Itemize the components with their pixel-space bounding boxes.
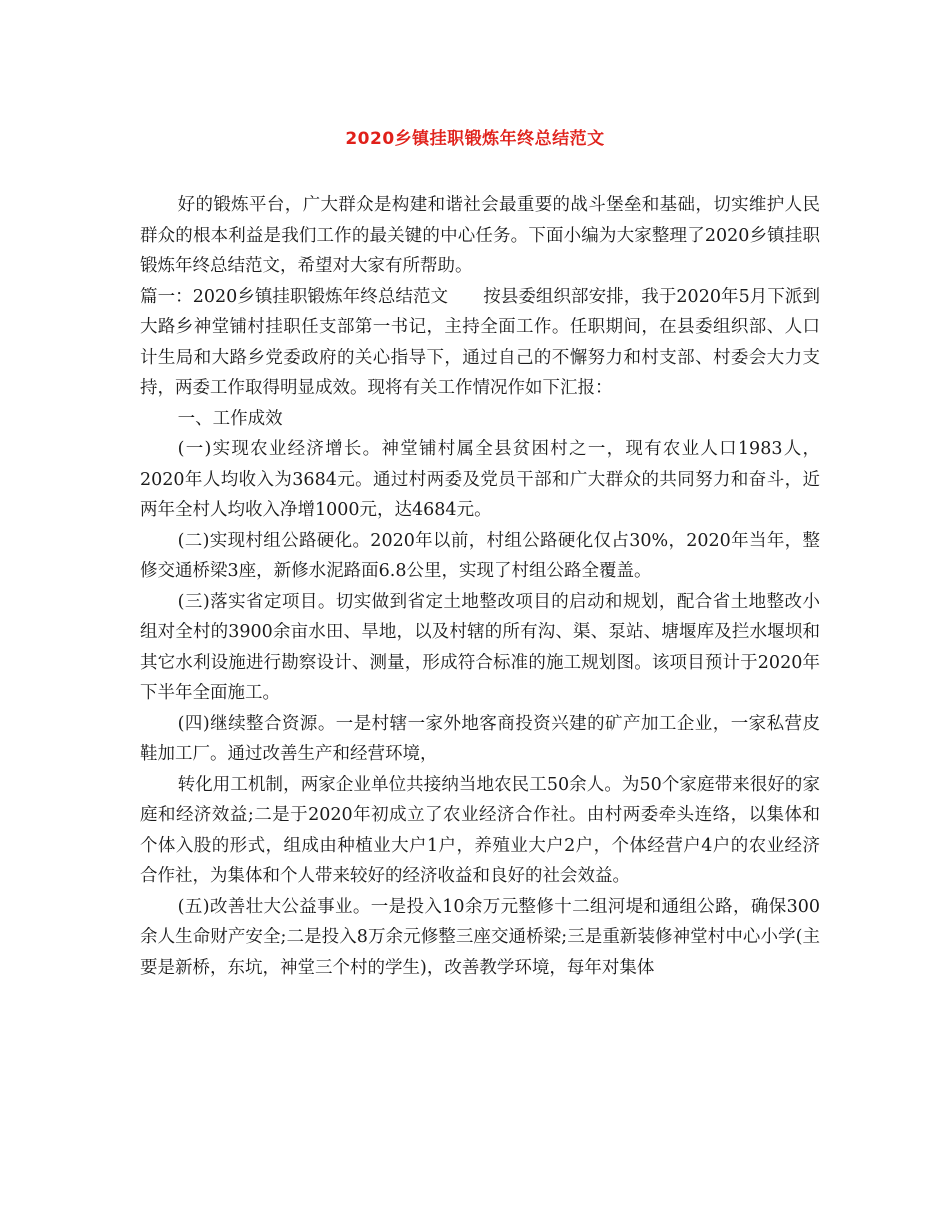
paragraph-item-4: (四)继续整合资源。一是村辖一家外地客商投资兴建的矿产加工企业，一家私营皮鞋加工厂。通过改善生产和经营环境，: [140, 713, 820, 764]
paragraph-item-5: (五)改善壮大公益事业。一是投入10余万元整修十二组河堤和通组公路，确保300余人生命财产安全;二是投入8万余元修整三座交通桥梁;三是重新装修神堂村中心小学(主要是新桥，东坑，神堂三个村的学生)，改善教学环境，每年对集体: [140, 896, 820, 978]
paragraph-item-4-continued: 转化用工机制，两家企业单位共接纳当地农民工50余人。为50个家庭带来很好的家庭和经济效益;二是于2020年初成立了农业经济合作社。由村两委牵头连络，以集体和个体入股的形式，组成由种植业大户1户，养殖业大户2户，个体经营户4户的农业经济合作社，为集体和个人带来较好的经济收益和良好的社会效益。: [140, 774, 820, 886]
paragraph-item-1: (一)实现农业经济增长。神堂铺村属全县贫困村之一，现有农业人口1983人，2020年人均收入为3684元。通过村两委及党员干部和广大群众的共同努力和奋斗，近两年全村人均收入净增1000元，达4684元。: [140, 439, 820, 520]
paragraph-item-2: (二)实现村组公路硬化。2020年以前，村组公路硬化仅占30%，2020年当年，整修交通桥梁3座，新修水泥路面6.8公里，实现了村组公路全覆盖。: [140, 530, 820, 581]
intro-paragraph: 好的锻炼平台，广大群众是构建和谐社会最重要的战斗堡垒和基础，切实维护人民群众的根本利益是我们工作的最关键的中心任务。下面小编为大家整理了2020乡镇挂职锻炼年终总结范文，希望对大家有所帮助。: [140, 195, 820, 276]
document-body: [140, 190, 820, 983]
paragraph-item-3: (三)落实省定项目。切实做到省定土地整改项目的启动和规划，配合省土地整改小组对全村的3900余亩水田、旱地，以及村辖的所有沟、渠、泵站、塘堰库及拦水堰坝和其它水利设施进行勘察设计、测量，形成符合标准的施工规划图。该项目预计于2020年下半年全面施工。: [140, 591, 820, 703]
section-heading: 一、工作成效: [177, 408, 283, 429]
document-title: 2020乡镇挂职锻炼年终总结范文: [345, 129, 605, 149]
part-one-paragraph: 篇一：2020乡镇挂职锻炼年终总结范文 按县委组织部安排，我于2020年5月下派到大路乡神堂铺村挂职任支部第一书记，主持全面工作。任职期间，在县委组织部、人口计生局和大路乡党委政府的关心指导下，通过自己的不懈努力和村支部、村委会大力支持，两委工作取得明显成效。现将有关工作情况作如下汇报：: [140, 286, 820, 398]
